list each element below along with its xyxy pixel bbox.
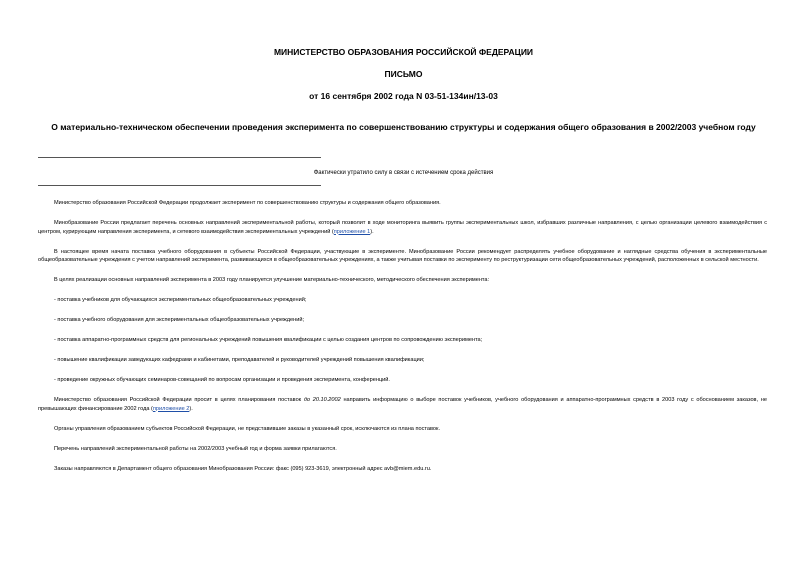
- divider-top: [38, 157, 321, 158]
- paragraph-8: Заказы направляются в Департамент общего образования Минобразования России: факс (095) 923-3619, электронный адрес avb@miem.edu.ru.: [54, 465, 432, 472]
- appendix-1-link[interactable]: приложение 1: [333, 228, 371, 235]
- paragraph-3: В настоящее время начата поставка учебного оборудования в субъекты Российской Федерации, участвующие в эксперименте. Минобразование России рекомендует распределять учебное оборудование и наглядные средства обучения в экспериментальные общеобразовательные учреждения с учетом направлений эксперимента, развивающихся в общеобразовательных учреждениях, а также учитывая поставки по эксперименту по реструктуризации сети общеобразовательных учреждений, расположенных в сельской местности.: [38, 248, 767, 263]
- paragraph-2: [38, 219, 767, 236]
- paragraph-7: Перечень направлений экспериментальной работы на 2002/2003 учебный год и форма заявки прилагаются.: [54, 445, 337, 452]
- paragraph-6: Органы управления образованием субъектов Российской Федерации, не представившие заказы в указанный срок, исключаются из плана поставок.: [54, 425, 441, 432]
- status-note: Фактически утратило силу в связи с истечением срока действия: [313, 170, 494, 176]
- bullet-4: - повышение квалификации заведующих кафедрами и кабинетами, преподавателей и руководителей учреждений повышения квалификации;: [54, 357, 425, 363]
- paragraph-5-end: ).: [189, 405, 193, 412]
- ministry-heading: МИНИСТЕРСТВО ОБРАЗОВАНИЯ РОССИЙСКОЙ ФЕДЕРАЦИИ: [273, 47, 534, 57]
- appendix-2-link[interactable]: приложение 2: [152, 405, 190, 412]
- paragraph-4: В целях реализации основных направлений эксперимента в 2003 году планируется улучшение материально-технического, методического обеспечения эксперимента:: [54, 277, 490, 283]
- bullet-3: - поставка аппаратно-программных средств для региональных учреждений повышения квалификации с целью создания центров по сопровождению эксперимента;: [54, 337, 483, 343]
- deadline-date: до 20.10.2002: [303, 397, 341, 403]
- paragraph-2-text: Минобразование России предлагает перечень основных направлений экспериментальной работы, который позволит в ходе мониторинга выявить группы экспериментальных школ, избравших различные направления, с целью организации целевого взаимодействия с центром, курирующим направления эксперимента, и сетевого взаимодействия экспериментальных учреждений (: [38, 220, 767, 235]
- paragraph-5-text-a: Министерство образования Российской Федерации просит в целях планирования поставок: [54, 397, 304, 403]
- document-title: О материально-техническом обеспечении проведения эксперимента по совершенствованию структуры и содержания общего образования в 2002/2003 учебном году: [51, 122, 756, 132]
- bullet-2: - поставка учебного оборудования для экспериментальных общеобразовательных учреждений;: [54, 317, 305, 323]
- paragraph-1: Министерство образования Российской Федерации продолжает эксперимент по совершенствованию структуры и содержания общего образования.: [54, 200, 441, 206]
- document-body: [38, 199, 767, 485]
- paragraph-5: [38, 396, 767, 413]
- doc-type-heading: ПИСЬМО: [384, 69, 423, 79]
- paragraph-2-end: ).: [370, 228, 374, 235]
- bullet-1: - поставка учебников для обучающихся экспериментальных общеобразовательных учреждений;: [54, 297, 307, 303]
- divider-bottom: [38, 185, 321, 186]
- date-number-heading: от 16 сентября 2002 года N 03-51-134ин/13-03: [309, 91, 498, 101]
- paragraph-5-text-b: направить информацию о выборе поставок учебников, учебного оборудования и аппаратно-программных средств в 2003 году с обоснованием заказов, не превышающих финансирование 2002 года (: [38, 397, 767, 412]
- bullet-5: - проведение окружных обучающих семинаров-совещаний по вопросам организации и проведения эксперимента, конференций.: [54, 377, 390, 383]
